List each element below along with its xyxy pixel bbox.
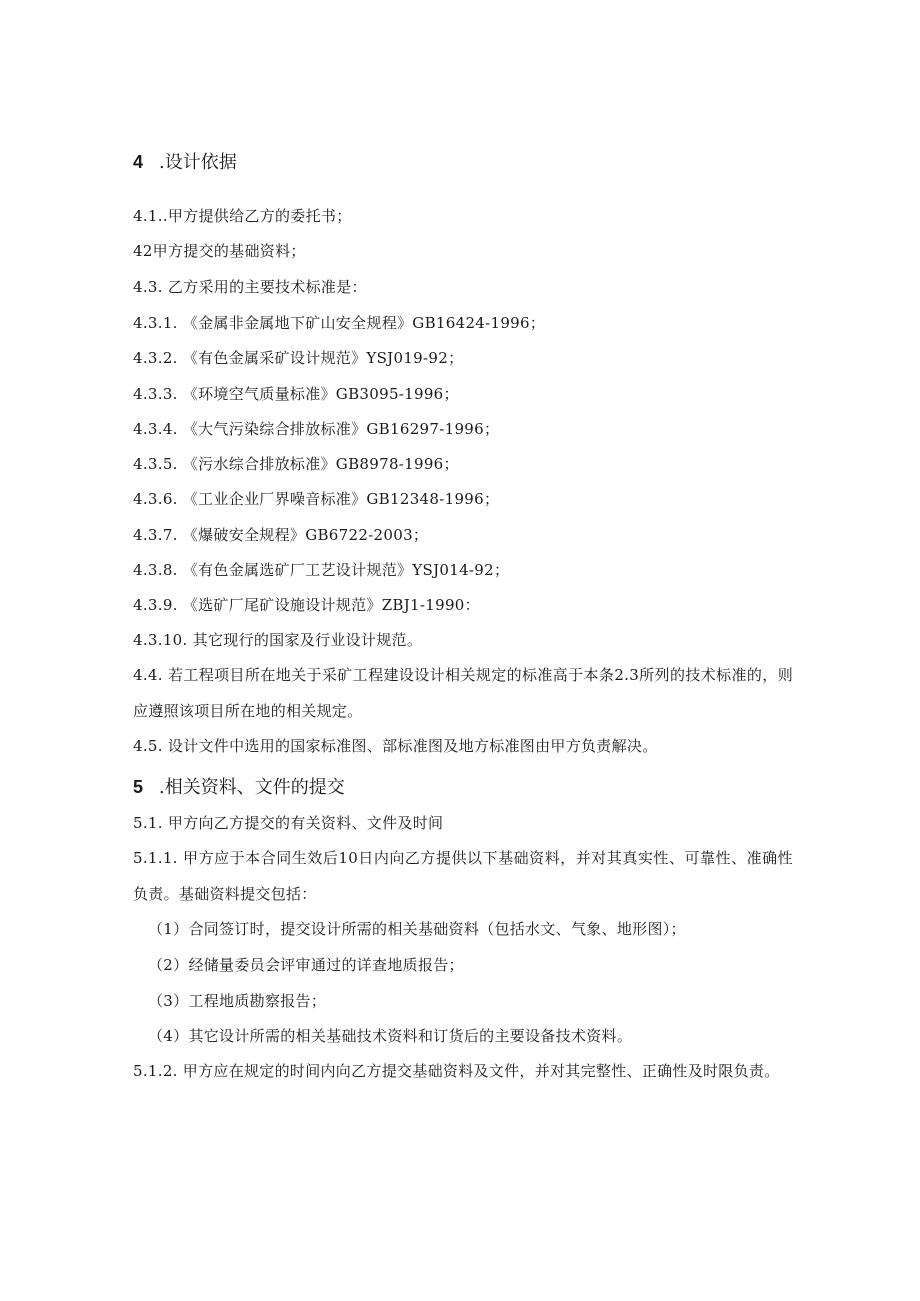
item-5-1-2: 5.1.2. 甲方应在规定的时间内向乙方提交基础资料及文件，并对其完整性、正确性及时限负责。 bbox=[133, 1062, 780, 1080]
section-5-number: 5 bbox=[133, 777, 144, 797]
item-4-5: 4.5. 设计文件中选用的国家标准图、部标准图及地方标准图由甲方负责解决。 bbox=[133, 737, 658, 755]
item-4-3-5: 4.3.5. 《污水综合排放标准》GB8978-1996； bbox=[133, 455, 459, 473]
section-4-title: .设计依据 bbox=[159, 152, 237, 173]
sub-item-2: （2）经储量委员会评审通过的详查地质报告； bbox=[148, 956, 464, 974]
item-4-3-8: 4.3.8. 《有色金属选矿厂工艺设计规范》YSJ014-92； bbox=[133, 561, 510, 579]
item-4-3-2: 4.3.2. 《有色金属采矿设计规范》YSJ019-92； bbox=[133, 349, 464, 367]
section-4-number: 4 bbox=[133, 152, 144, 172]
sub-item-4: （4）其它设计所需的相关基础技术资料和订货后的主要设备技术资料。 bbox=[148, 1027, 633, 1045]
item-4-3-3: 4.3.3. 《环境空气质量标准》GB3095-1996； bbox=[133, 385, 459, 403]
item-4-3-6: 4.3.6. 《工业企业厂界噪音标准》GB12348-1996； bbox=[133, 490, 500, 508]
item-4-4: 4.4. 若工程项目所在地关于采矿工程建设设计相关规定的标准高于本条2.3所列的技术标准的，则应遵照该项目所在地的相关规定。 bbox=[133, 666, 793, 720]
item-4-3-9: 4.3.9. 《选矿厂尾矿设施设计规范》ZBJ1-1990： bbox=[133, 596, 480, 614]
item-4-3-10: 4.3.10. 其它现行的国家及行业设计规范。 bbox=[133, 631, 423, 649]
section-4-heading bbox=[133, 150, 237, 175]
item-4-3-1: 4.3.1. 《金属非金属地下矿山安全规程》GB16424-1996； bbox=[133, 314, 546, 332]
item-5-1-1: 5.1.1. 甲方应于本合同生效后10日内向乙方提供以下基础资料，并对其真实性、可靠性、准确性负责。基础资料提交包括： bbox=[133, 849, 793, 903]
item-4-3-4: 4.3.4. 《大气污染综合排放标准》GB16297-1996； bbox=[133, 420, 500, 438]
sub-item-1: （1）合同签订时，提交设计所需的相关基础资料（包括水文、气象、地形图）； bbox=[148, 920, 686, 938]
item-4-2: 42甲方提交的基础资料； bbox=[133, 242, 306, 260]
item-5-1: 5.1. 甲方向乙方提交的有关资料、文件及时间 bbox=[133, 814, 444, 832]
item-4-3-7: 4.3.7. 《爆破安全规程》GB6722-2003； bbox=[133, 526, 429, 544]
item-4-1: 4.1..甲方提供给乙方的委托书； bbox=[133, 207, 352, 225]
section-5-heading bbox=[133, 775, 345, 800]
sub-item-3: （3）工程地质勘察报告； bbox=[148, 992, 327, 1010]
section-5-title: .相关资料、文件的提交 bbox=[159, 777, 345, 798]
item-4-3: 4.3. 乙方采用的主要技术标准是： bbox=[133, 278, 367, 296]
